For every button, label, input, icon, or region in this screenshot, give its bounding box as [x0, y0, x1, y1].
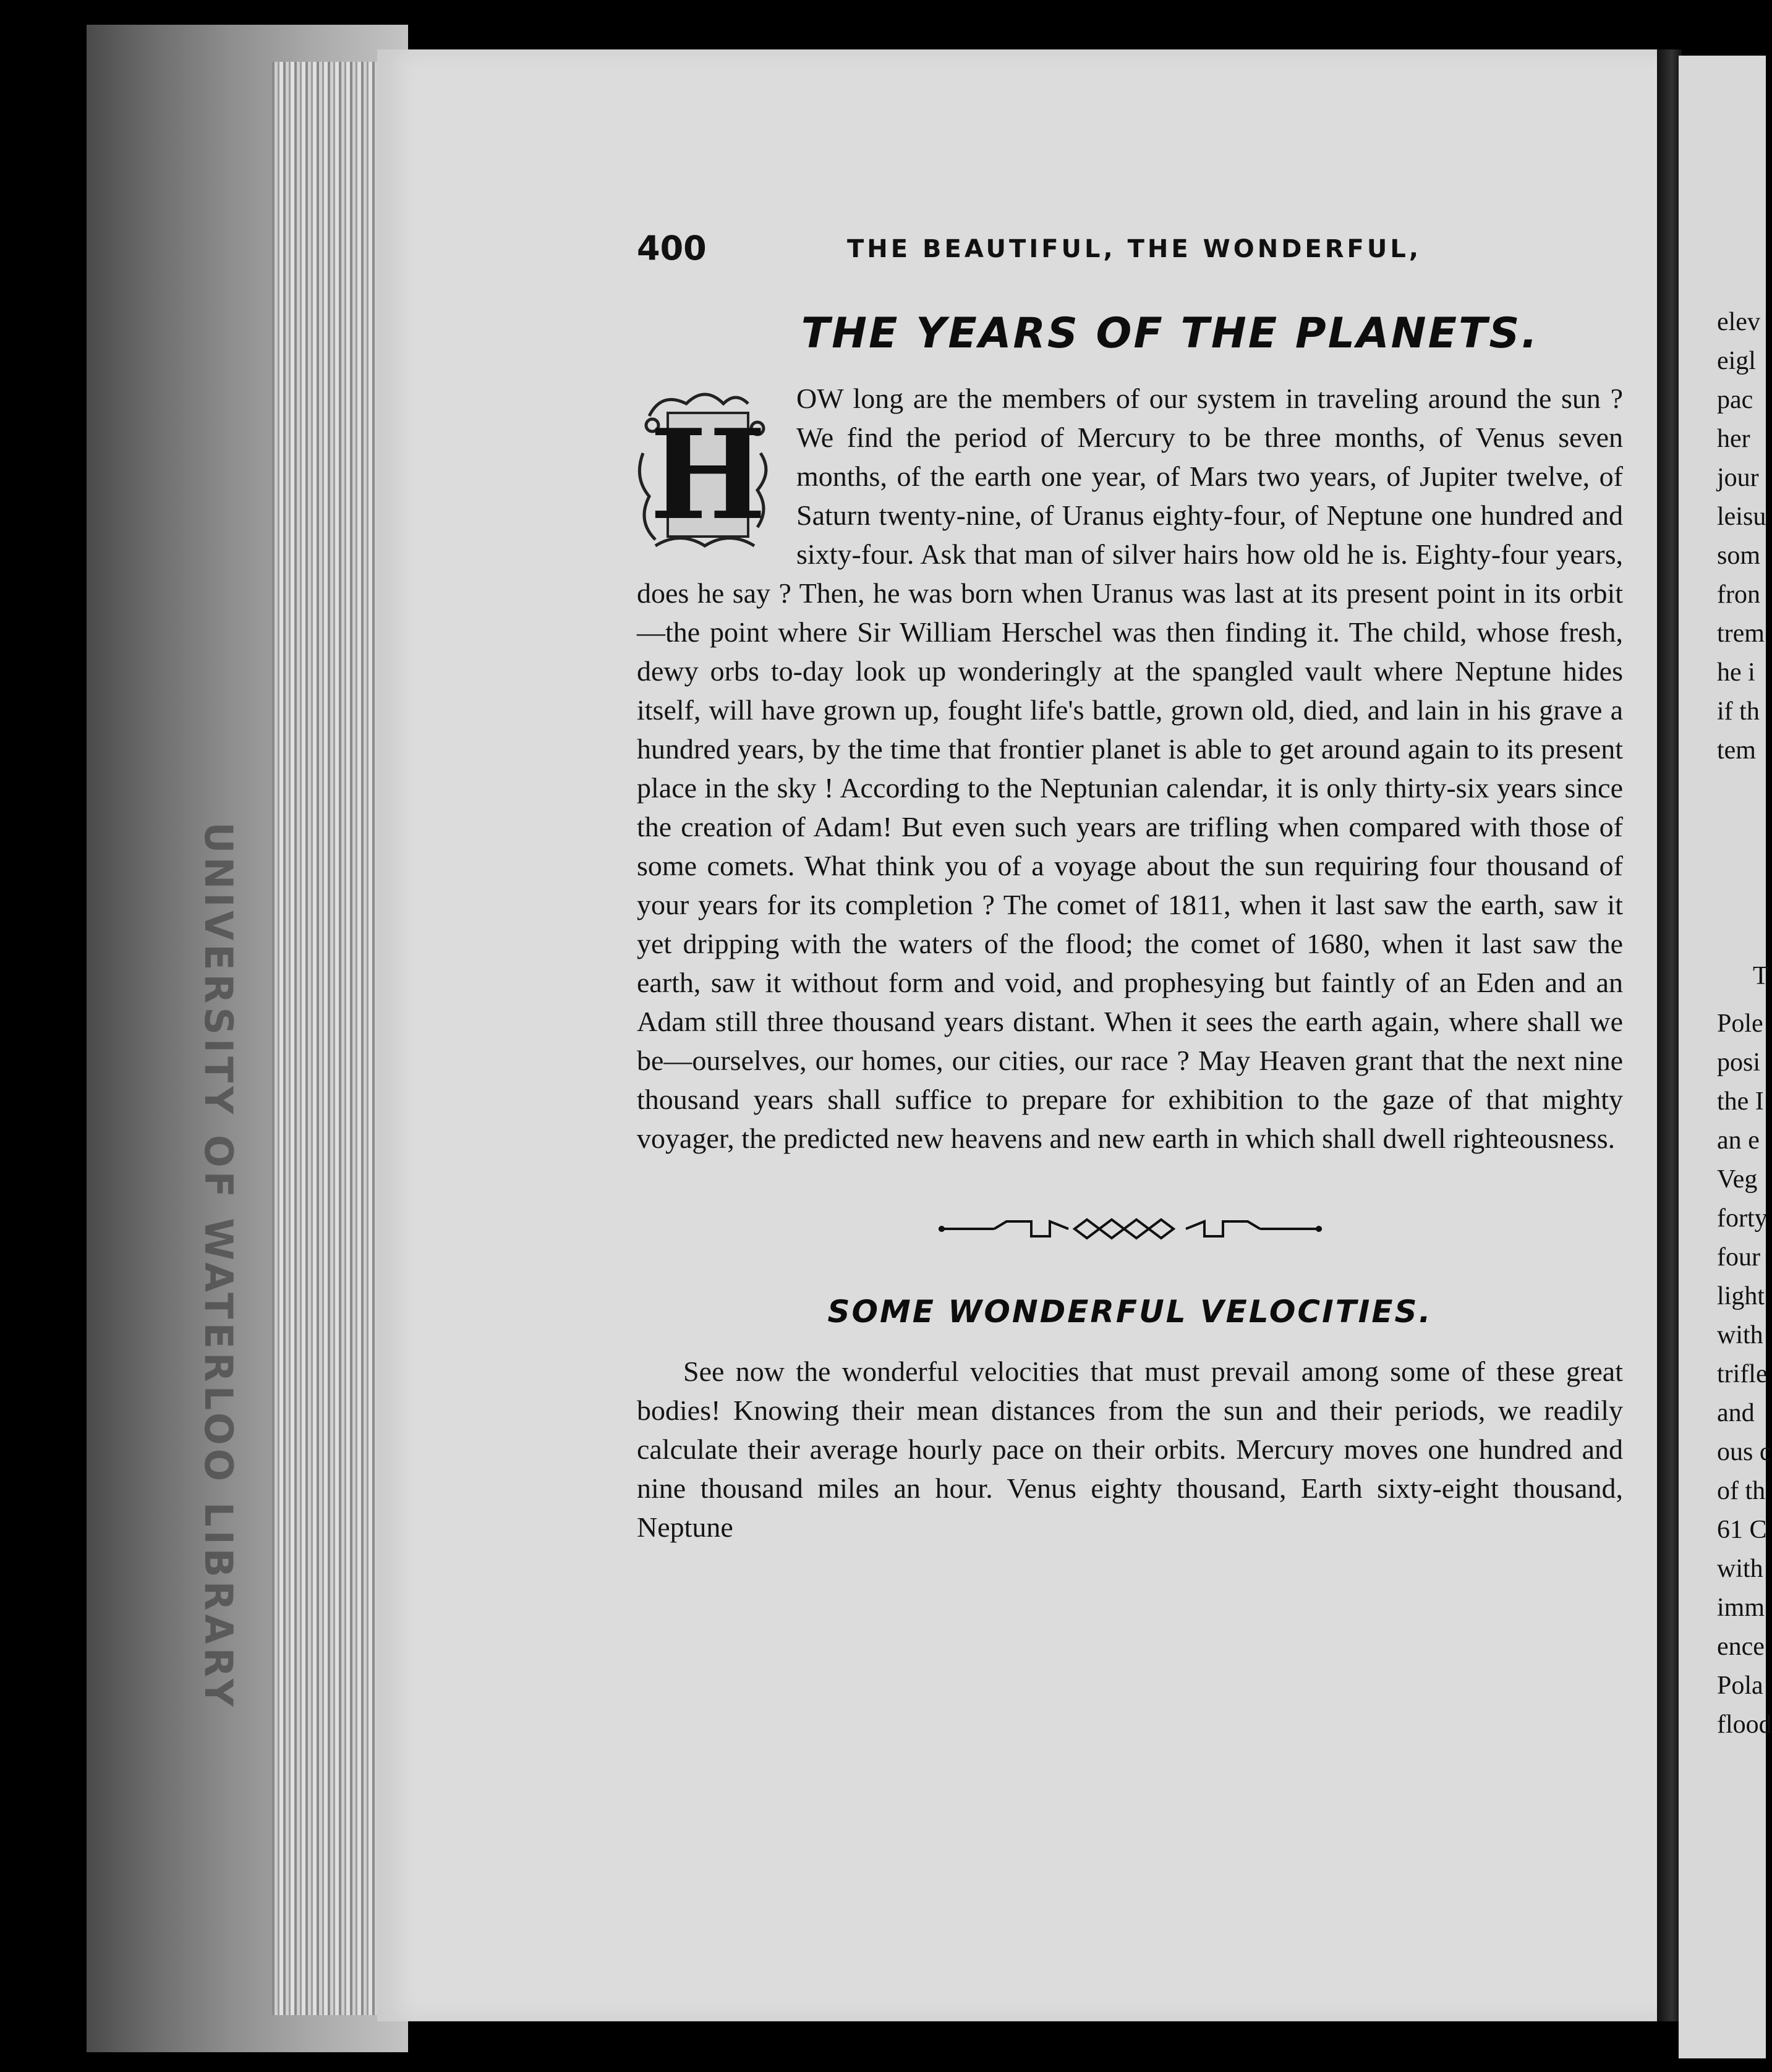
line-fragment: 61 C: [1717, 1516, 1767, 1544]
line-fragment: the I: [1717, 1087, 1764, 1116]
line-fragment: pac: [1717, 386, 1753, 414]
line-fragment: posi: [1717, 1048, 1761, 1077]
facing-page-fragments-top: [1717, 303, 1766, 770]
line-fragment: leisu: [1717, 503, 1766, 531]
line-fragment: with: [1717, 1555, 1763, 1583]
line-fragment: tem: [1717, 736, 1756, 765]
line-fragment: Pola: [1717, 1671, 1763, 1700]
page-number: 400: [637, 229, 707, 268]
ornamental-dropcap-icon: [631, 379, 785, 564]
line-fragment: and: [1717, 1399, 1755, 1427]
line-fragment: fron: [1717, 580, 1760, 609]
line-fragment: som: [1717, 541, 1761, 570]
line-fragment: trifle: [1717, 1360, 1768, 1388]
line-fragment: Veg: [1717, 1165, 1758, 1194]
line-fragment: T: [1753, 962, 1769, 990]
facing-page: [1679, 56, 1772, 2058]
line-fragment: her: [1717, 425, 1750, 453]
line-fragment: eigl: [1717, 347, 1756, 375]
section-title-wonderful-velocities: SOME WONDERFUL VELOCITIES.: [827, 1294, 1433, 1330]
dropcap-letter: H: [649, 402, 767, 548]
line-fragment: if th: [1717, 697, 1760, 726]
running-head: THE BEAUTIFUL, THE WONDERFUL,: [847, 235, 1422, 263]
line-fragment: jour: [1717, 464, 1759, 492]
section-body-years-of-planets: [637, 379, 1623, 1158]
page-header: [637, 229, 1623, 272]
line-fragment: light: [1717, 1282, 1765, 1310]
line-fragment: ous c: [1717, 1438, 1771, 1466]
line-fragment: four: [1717, 1243, 1760, 1272]
line-fragment: ence: [1717, 1633, 1765, 1661]
line-fragment: imm: [1717, 1594, 1765, 1622]
line-fragment: he i: [1717, 658, 1755, 687]
line-fragment: forty: [1717, 1204, 1768, 1233]
ornamental-divider-icon: [939, 1213, 1322, 1244]
section-body-wonderful-velocities: See now the wonderful velocities that must prevail among some of these great bodies! Knowing their mean distances from the sun and their periods, we readily calculate their average hourly pace on their orbits. Mercury moves one hundred and nine thousand miles an hour. Venus eighty thousand, Earth sixty-eight thousand, Neptune: [637, 1356, 1623, 1543]
section-text: OW long are the members of our system in traveling around the sun ? We find the period of Mercury to be three months, of Venus seven months, of the earth one year, of Mars two years, of Jupiter twelve, of Saturn twenty-nine, of Uranus eighty-four, of Neptune one hundred and sixty-four. Ask that man of silver hairs how old he is. Eighty-four years, does he say ? Then, he was born when Uranus was last at its present point in its orbit—the point where Sir William Herschel was then finding it. The child, whose fresh, dewy orbs to-day look up wonderingly at the spangled vault where Neptune hides itself, will have grown up, fought life's battle, grown old, died, and lain in his grave a hundred years, by the time that frontier planet is able to get around again to its present place in the sky ! According to the Neptunian calendar, it is only thirty-six years since the creation of Adam! But even such years are trifling when compared with those of some comets. What think you of a voyage about the sun requiring four thousand of your years for its completion ? The comet of 1811, when it last saw the earth, saw it yet dripping with the waters of the flood; the comet of 1680, when it last saw the earth, saw it without form and void, and prophesying but faintly of an Eden and an Adam still three thousand years distant. When it sees the earth again, where shall we be—ourselves, our homes, our cities, our race ? May Heaven grant that the next nine thousand years shall suffice to prepare for exhibition to the gaze of that mighty voyager, the predicted new heavens and new earth in which shall dwell righteousness.: [637, 383, 1623, 1154]
line-fragment: an e: [1717, 1126, 1760, 1155]
book-page: [377, 49, 1669, 2021]
facing-page-fragments-bottom: [1717, 1004, 1772, 1744]
line-fragment: Pole: [1717, 1009, 1763, 1038]
section-title-years-of-planets: THE YEARS OF THE PLANETS.: [801, 309, 1540, 358]
line-fragment: with: [1717, 1321, 1763, 1349]
line-fragment: elev: [1717, 308, 1760, 336]
line-fragment: flood: [1717, 1710, 1772, 1739]
line-fragment: of th: [1717, 1477, 1766, 1505]
page-content: [637, 229, 1623, 1547]
line-fragment: trem: [1717, 619, 1765, 648]
library-stamp: UNIVERSITY OF WATERLOO LIBRARY: [196, 822, 241, 1710]
book-gutter: [1657, 49, 1682, 2021]
